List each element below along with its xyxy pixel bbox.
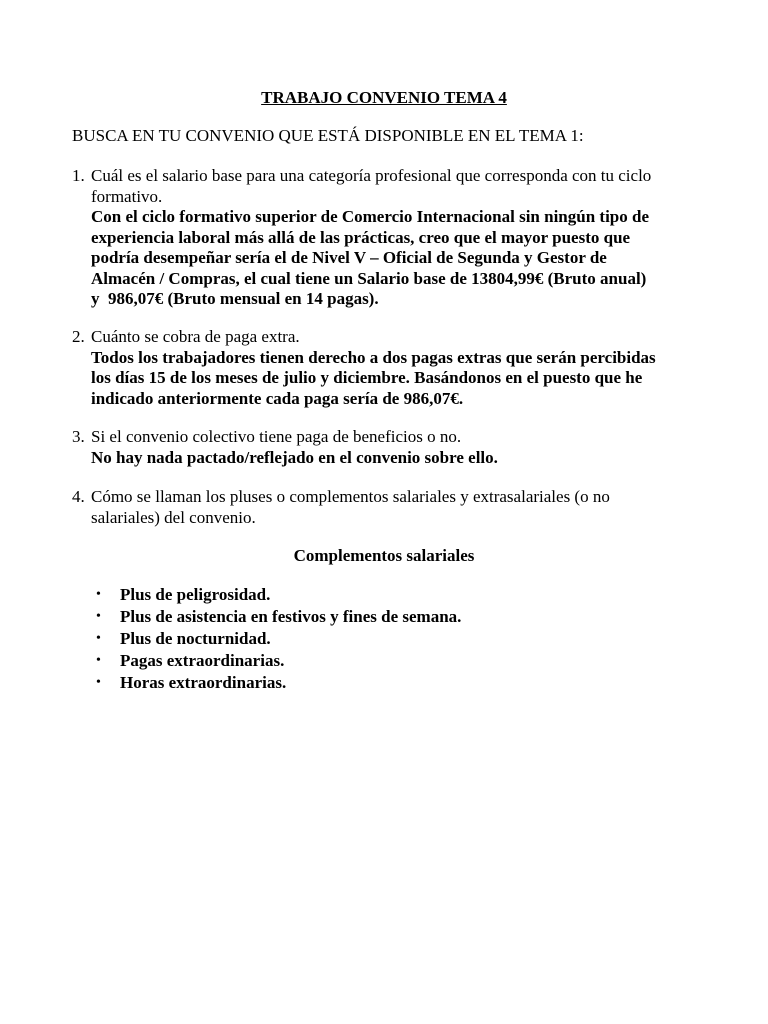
- list-item-text: Plus de peligrosidad.: [120, 585, 271, 604]
- section-subheading: Complementos salariales: [293, 546, 475, 565]
- list-item-text: Plus de asistencia en festivos y fines de semana.: [120, 607, 462, 626]
- list-item: [96, 607, 461, 629]
- bullet-icon: •: [96, 609, 101, 624]
- answer-line: experiencia laboral más allá de las prácticas, creo que el mayor puesto que: [91, 227, 631, 247]
- question-text-line: Si el convenio colectivo tiene paga de beneficios o no.: [91, 427, 462, 446]
- list-item-text: Horas extraordinarias.: [120, 673, 287, 692]
- bullet-icon: •: [96, 631, 101, 646]
- list-item-text: Pagas extraordinarias.: [120, 651, 285, 670]
- answer-line: podría desempeñar sería el de Nivel V – Oficial de Segunda y Gestor de: [91, 248, 607, 267]
- list-item: [96, 651, 461, 673]
- question-4: [72, 487, 692, 528]
- list-item: [96, 673, 461, 695]
- intro-line: BUSCA EN TU CONVENIO QUE ESTÁ DISPONIBLE EN EL TEMA 1:: [72, 126, 584, 145]
- question-number: 3.: [72, 427, 85, 446]
- bullet-icon: •: [96, 587, 101, 602]
- answer-line: los días 15 de los meses de julio y diciembre. Basándonos en el puesto que he: [91, 368, 643, 387]
- question-text-line: Cuál es el salario base para una categoría profesional que corresponda con tu ciclo: [91, 166, 652, 185]
- bullet-icon: •: [96, 675, 101, 690]
- question-text-line: Cuánto se cobra de paga extra.: [91, 327, 300, 346]
- question-number: 4.: [72, 487, 85, 506]
- question-text-line: formativo.: [91, 186, 163, 206]
- answer-line: indicado anteriormente cada paga sería de 986,07€.: [91, 388, 464, 408]
- question-number: 2.: [72, 327, 85, 346]
- list-item: [96, 585, 461, 607]
- question-3: [72, 427, 692, 468]
- answer-line: Almacén / Compras, el cual tiene un Salario base de 13804,99€ (Bruto anual): [91, 268, 647, 288]
- list-item: [96, 629, 461, 651]
- question-number: 1.: [72, 166, 85, 185]
- answer-line: y 986,07€ (Bruto mensual en 14 pagas).: [91, 289, 379, 308]
- question-text-line: Cómo se llaman los pluses o complementos salariales y extrasalariales (o no: [91, 487, 610, 506]
- question-text-line: salariales) del convenio.: [91, 507, 256, 527]
- answer-line: Todos los trabajadores tienen derecho a dos pagas extras que serán percibidas: [91, 347, 656, 367]
- document-title: TRABAJO CONVENIO TEMA 4: [261, 88, 507, 107]
- bullet-icon: •: [96, 653, 101, 668]
- question-2: [72, 327, 692, 409]
- list-item-text: Plus de nocturnidad.: [120, 629, 271, 648]
- question-1: [72, 166, 692, 310]
- answer-line: Con el ciclo formativo superior de Comercio Internacional sin ningún tipo de: [91, 207, 650, 226]
- bullet-list: [96, 585, 461, 695]
- answer-line: No hay nada pactado/reflejado en el convenio sobre ello.: [91, 447, 498, 467]
